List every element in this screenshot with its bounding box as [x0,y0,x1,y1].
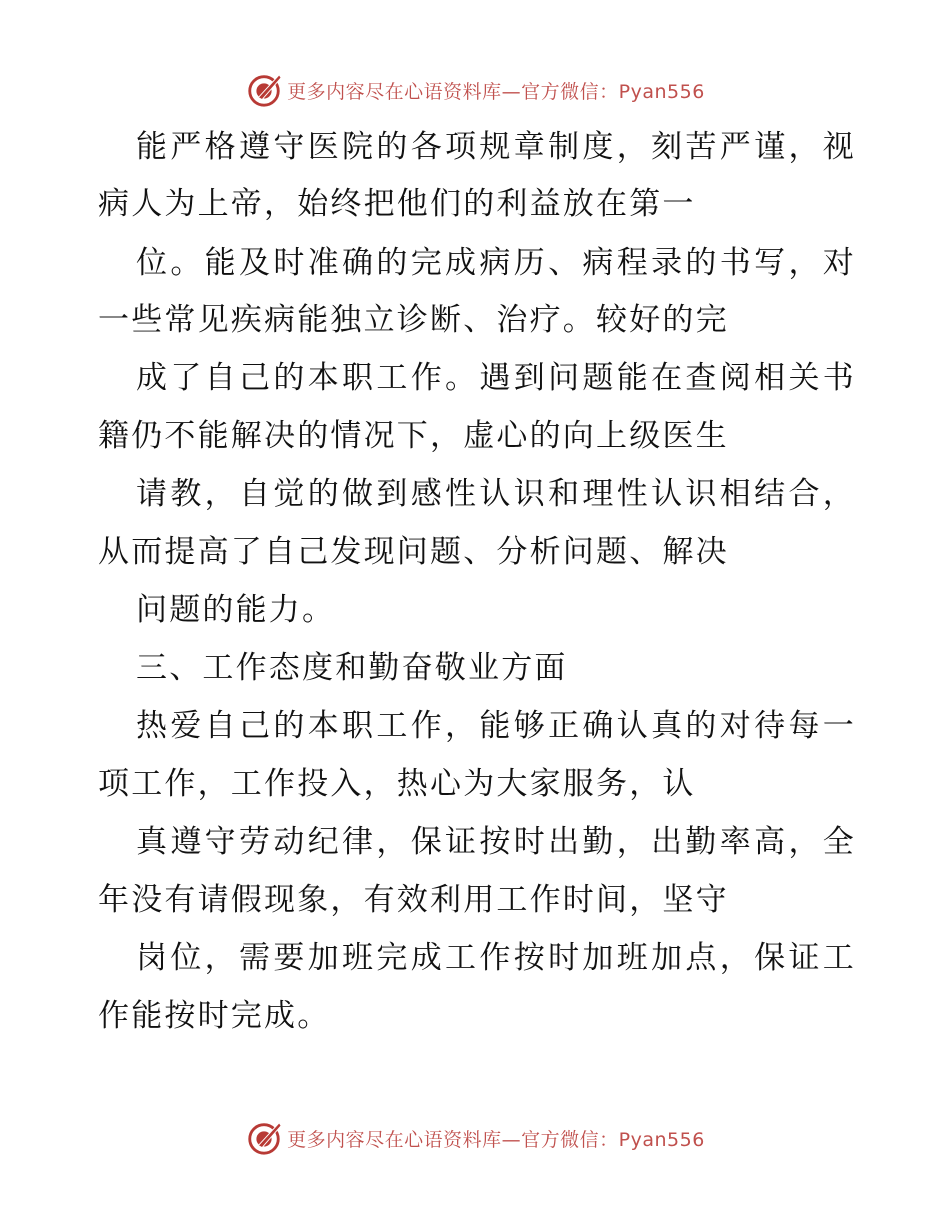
body-line: 从而提高了自己发现问题、分析问题、解决 [98,534,729,570]
body-line: 籍仍不能解决的情况下，虚心的向上级医生 [98,418,729,454]
body-line: 真遵守劳动纪律，保证按时出勤，出勤率高，全 [136,824,856,860]
body-line: 能严格遵守医院的各项规章制度，刻苦严谨，视 [136,129,856,165]
footer-banner-text: 更多内容尽在心语资料库—官方微信：Pyan556 [287,1128,705,1151]
body-line: 病人为上帝，始终把他们的利益放在第一 [98,186,696,222]
body-line: 成了自己的本职工作。遇到问题能在查阅相关书 [136,360,856,396]
body-line: 位。能及时准确的完成病历、病程录的书写，对 [136,245,856,281]
quill-pen-logo-icon [245,71,283,109]
body-line: 岗位，需要加班完成工作按时加班加点，保证工 [136,940,856,976]
header-banner-text: 更多内容尽在心语资料库—官方微信：Pyan556 [287,80,705,103]
body-line: 问题的能力。 [136,592,336,628]
body-line: 项工作，工作投入，热心为大家服务，认 [98,766,696,802]
body-line: 年没有请假现象，有效利用工作时间，坚守 [98,882,729,918]
body-line: 热爱自己的本职工作，能够正确认真的对待每一 [136,708,856,744]
footer-banner [0,1118,950,1158]
body-line: 请教，自觉的做到感性认识和理性认识相结合， [136,476,856,512]
body-line: 一些常见疾病能独立诊断、治疗。较好的完 [98,302,729,338]
body-line: 作能按时完成。 [98,998,331,1034]
section-heading: 三、工作态度和勤奋敬业方面 [136,650,568,686]
quill-pen-logo-icon [245,1119,283,1157]
header-banner [0,70,950,110]
